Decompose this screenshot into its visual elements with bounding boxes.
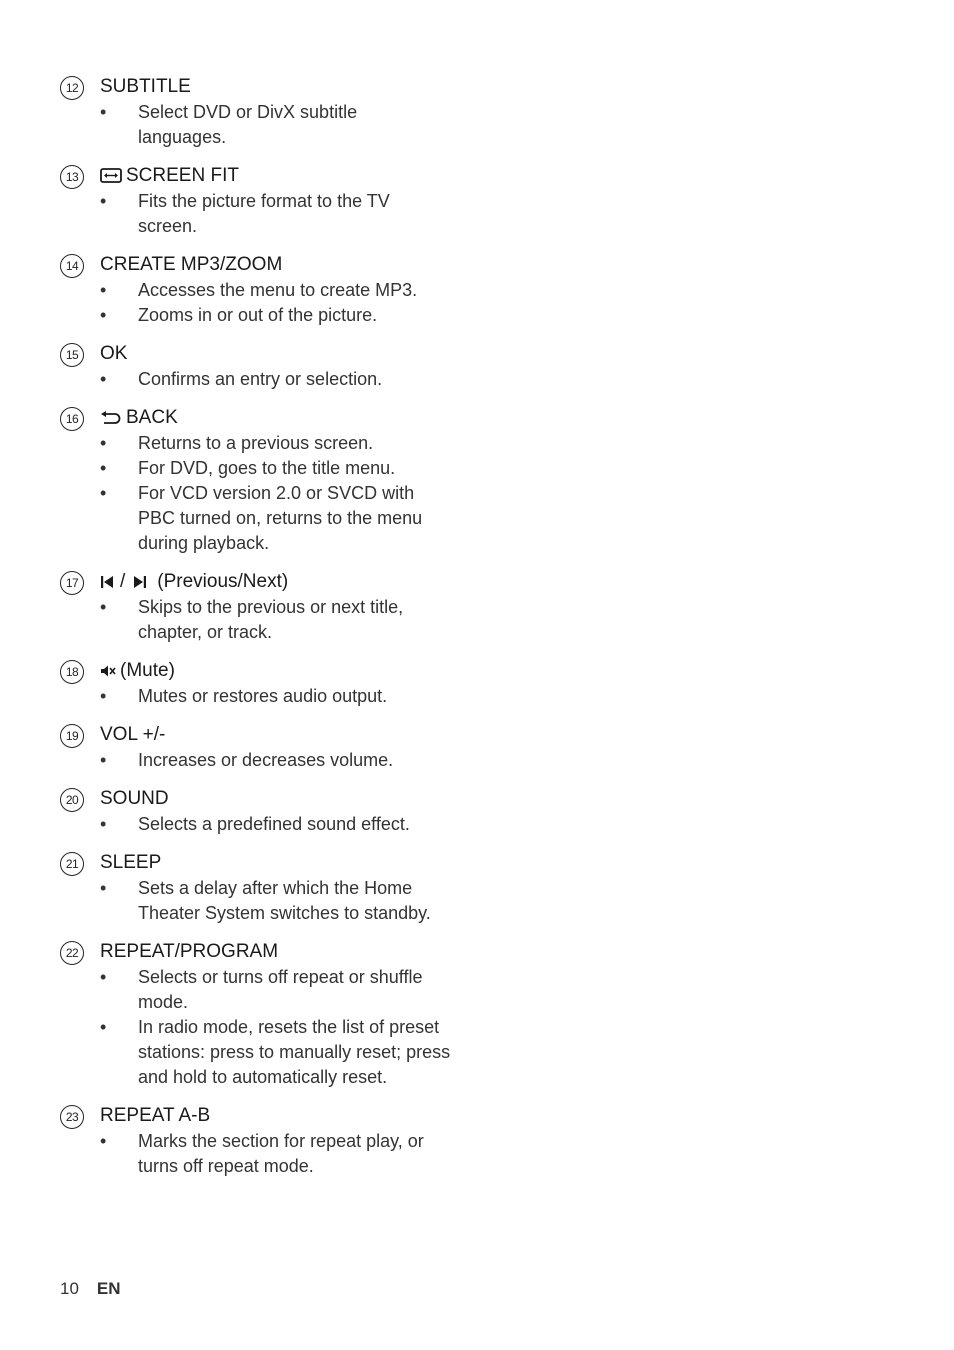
bullet-dot: • bbox=[100, 369, 107, 389]
bullet-text: Increases or decreases volume. bbox=[138, 750, 394, 770]
item-number: 13 bbox=[60, 165, 84, 189]
next-icon bbox=[133, 575, 147, 589]
item-number: 15 bbox=[60, 343, 84, 367]
bullet-item bbox=[100, 595, 438, 645]
item-number: 14 bbox=[60, 254, 84, 278]
item-repeat-program bbox=[60, 938, 480, 1090]
item-title: SOUND bbox=[100, 788, 169, 809]
bullet-text: For DVD, goes to the title menu. bbox=[138, 458, 396, 478]
bullet-text: Selects a predefined sound effect. bbox=[138, 814, 410, 834]
item-title: BACK bbox=[126, 407, 178, 428]
bullet-text: For VCD version 2.0 or SVCD with PBC turned on, returns to the menu during playback. bbox=[138, 483, 423, 553]
item-title: OK bbox=[100, 343, 128, 364]
item-back bbox=[60, 404, 480, 556]
bullet-text: Select DVD or DivX subtitle languages. bbox=[138, 102, 358, 147]
bullet-dot: • bbox=[100, 967, 107, 987]
bullet-item bbox=[100, 431, 480, 456]
bullet-dot: • bbox=[100, 433, 107, 453]
bullet-item bbox=[100, 100, 398, 150]
bullet-dot: • bbox=[100, 305, 107, 325]
bullet-list bbox=[100, 965, 480, 1090]
item-number: 22 bbox=[60, 941, 84, 965]
item-number: 16 bbox=[60, 407, 84, 431]
screen-fit-icon bbox=[100, 168, 122, 183]
bullet-item bbox=[100, 748, 480, 773]
bullet-item bbox=[100, 876, 448, 926]
bullet-text: Mutes or restores audio output. bbox=[138, 686, 388, 706]
item-vol bbox=[60, 721, 480, 773]
bullet-item bbox=[100, 965, 448, 1015]
bullet-text: Skips to the previous or next title, chapter, or track. bbox=[138, 597, 404, 642]
bullet-item bbox=[100, 456, 480, 481]
item-sound bbox=[60, 785, 480, 837]
bullet-item bbox=[100, 367, 480, 392]
bullet-text: Confirms an entry or selection. bbox=[138, 369, 383, 389]
bullet-item bbox=[100, 481, 448, 556]
item-mute bbox=[60, 657, 480, 709]
item-title: SLEEP bbox=[100, 852, 162, 873]
item-previous-next bbox=[60, 568, 480, 645]
item-title: SUBTITLE bbox=[100, 76, 191, 97]
item-title-row bbox=[100, 404, 480, 431]
bullet-text: Returns to a previous screen. bbox=[138, 433, 374, 453]
bullet-dot: • bbox=[100, 191, 107, 211]
bullet-dot: • bbox=[100, 750, 107, 770]
bullet-dot: • bbox=[100, 102, 107, 122]
bullet-text: Fits the picture format to the TV screen. bbox=[138, 191, 390, 236]
item-title: REPEAT A-B bbox=[100, 1105, 211, 1126]
bullet-list bbox=[100, 431, 480, 556]
item-title: REPEAT/PROGRAM bbox=[100, 941, 279, 962]
previous-icon bbox=[100, 575, 114, 589]
item-title-row bbox=[100, 568, 480, 595]
bullet-list bbox=[100, 684, 480, 709]
item-title-row bbox=[100, 657, 480, 684]
item-title: (Mute) bbox=[120, 660, 175, 681]
mute-icon bbox=[100, 664, 116, 678]
bullet-list bbox=[100, 100, 480, 150]
bullet-item bbox=[100, 812, 480, 837]
bullet-text: Marks the section for repeat play, or turns off repeat mode. bbox=[138, 1131, 424, 1176]
bullet-list bbox=[100, 748, 480, 773]
bullet-text: Sets a delay after which the Home Theater System switches to standby. bbox=[138, 878, 431, 923]
bullet-item bbox=[100, 278, 480, 303]
item-sleep bbox=[60, 849, 480, 926]
bullet-dot: • bbox=[100, 483, 107, 503]
bullet-text: In radio mode, resets the list of preset stations: press to manually reset; press and hold to automatically reset. bbox=[138, 1017, 451, 1087]
item-title: (Previous/Next) bbox=[157, 571, 289, 592]
bullet-list bbox=[100, 367, 480, 392]
item-number: 23 bbox=[60, 1105, 84, 1129]
bullet-item bbox=[100, 1015, 456, 1090]
bullet-text: Selects or turns off repeat or shuffle mode. bbox=[138, 967, 423, 1012]
bullet-dot: • bbox=[100, 597, 107, 617]
bullet-dot: • bbox=[100, 878, 107, 898]
item-repeat-ab bbox=[60, 1102, 480, 1179]
bullet-dot: • bbox=[100, 458, 107, 478]
item-ok bbox=[60, 340, 480, 392]
bullet-list bbox=[100, 189, 480, 239]
item-create-mp3-zoom bbox=[60, 251, 480, 328]
bullet-dot: • bbox=[100, 1131, 107, 1151]
item-number: 21 bbox=[60, 852, 84, 876]
bullet-list bbox=[100, 812, 480, 837]
bullet-item bbox=[100, 1129, 448, 1179]
bullet-item bbox=[100, 189, 428, 239]
bullet-list bbox=[100, 876, 480, 926]
back-arrow-icon bbox=[100, 411, 122, 425]
bullet-list bbox=[100, 595, 480, 645]
bullet-dot: • bbox=[100, 1017, 107, 1037]
page-number: 10 bbox=[60, 1279, 79, 1298]
page-footer bbox=[60, 1279, 121, 1299]
item-subtitle bbox=[60, 73, 480, 150]
item-title: SCREEN FIT bbox=[126, 165, 239, 186]
bullet-text: Accesses the menu to create MP3. bbox=[138, 280, 418, 300]
bullet-text: Zooms in or out of the picture. bbox=[138, 305, 378, 325]
bullet-item bbox=[100, 303, 480, 328]
item-title: VOL +/- bbox=[100, 724, 166, 745]
title-separator: / bbox=[120, 571, 126, 592]
language-code: EN bbox=[96, 1279, 121, 1298]
item-list bbox=[60, 73, 480, 1179]
item-title: CREATE MP3/ZOOM bbox=[100, 254, 283, 275]
item-number: 20 bbox=[60, 788, 84, 812]
item-number: 17 bbox=[60, 571, 84, 595]
bullet-list bbox=[100, 1129, 480, 1179]
bullet-dot: • bbox=[100, 280, 107, 300]
bullet-dot: • bbox=[100, 814, 107, 834]
bullet-list bbox=[100, 278, 480, 328]
item-number: 19 bbox=[60, 724, 84, 748]
bullet-item bbox=[100, 684, 480, 709]
item-title-row bbox=[100, 162, 480, 189]
item-number: 18 bbox=[60, 660, 84, 684]
item-screen-fit bbox=[60, 162, 480, 239]
bullet-dot: • bbox=[100, 686, 107, 706]
item-number: 12 bbox=[60, 76, 84, 100]
